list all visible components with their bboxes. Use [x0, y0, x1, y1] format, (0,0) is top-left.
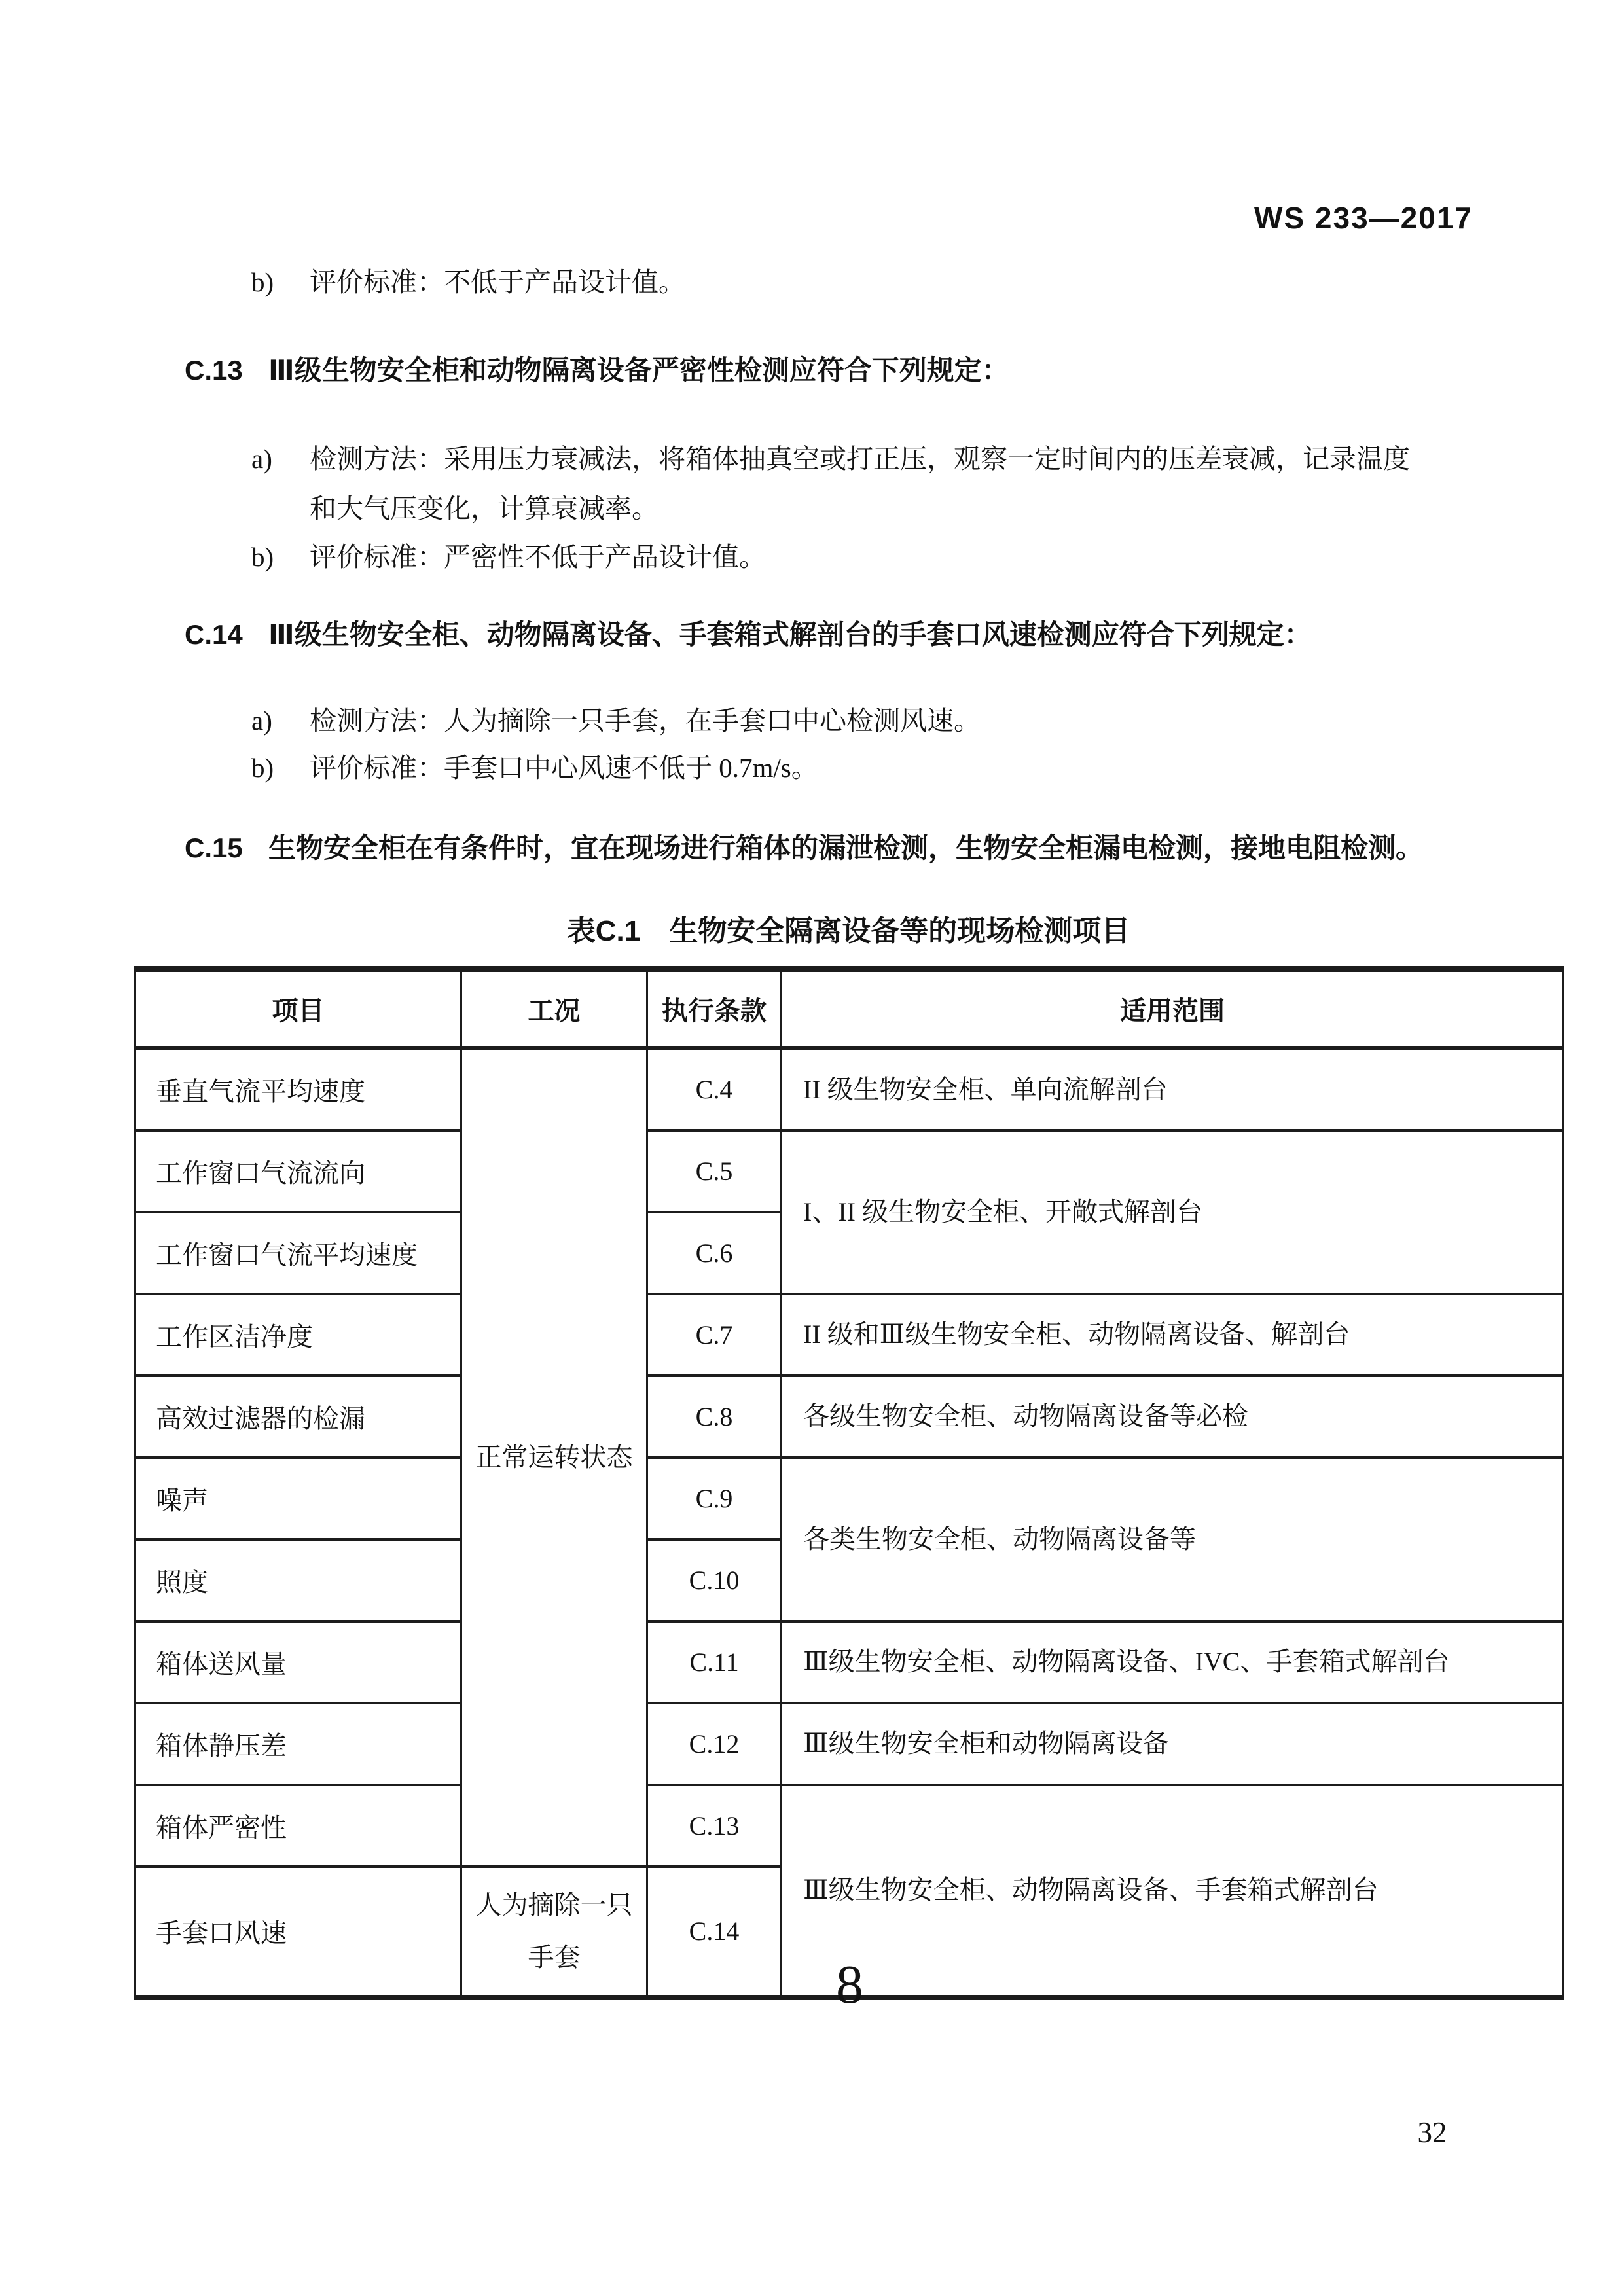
cell-item: 照度 — [135, 1539, 461, 1621]
col-header-item: 项目 — [135, 969, 461, 1049]
list-item-text: 评价标准：严密性不低于产品设计值。 — [310, 542, 766, 572]
table-row — [135, 1294, 1564, 1376]
cell-item: 箱体静压差 — [135, 1703, 461, 1785]
clause-title: Ⅲ级生物安全柜和动物隔离设备严密性检测应符合下列规定： — [268, 355, 1009, 386]
table-header-row — [135, 969, 1564, 1049]
cell-scope: II 级和Ⅲ级生物安全柜、动物隔离设备、解剖台 — [782, 1294, 1564, 1376]
col-header-scope: 适用范围 — [782, 969, 1564, 1049]
cell-scope: Ⅲ级生物安全柜和动物隔离设备 — [782, 1703, 1564, 1785]
cell-condition: 人为摘除一只手套 — [461, 1867, 647, 1998]
cell-clause: C.13 — [647, 1785, 782, 1867]
list-item-c13b — [251, 541, 766, 574]
cell-item: 垂直气流平均速度 — [135, 1049, 461, 1130]
cell-item: 高效过滤器的检漏 — [135, 1376, 461, 1458]
table-row — [135, 1049, 1564, 1130]
col-header-condition: 工况 — [461, 969, 647, 1049]
list-item-marker: b) — [251, 542, 274, 572]
table-row — [135, 1785, 1564, 1867]
cell-item: 箱体送风量 — [135, 1621, 461, 1703]
clause-heading-c15 — [185, 831, 1423, 866]
cell-clause: C.10 — [647, 1539, 782, 1621]
cell-item: 工作窗口气流流向 — [135, 1130, 461, 1212]
table-caption: 表C.1 生物安全隔离设备等的现场检测项目 — [566, 915, 1130, 947]
cell-clause: C.8 — [647, 1376, 782, 1458]
cell-clause: C.7 — [647, 1294, 782, 1376]
cell-scope: Ⅲ级生物安全柜、动物隔离设备、IVC、手套箱式解剖台 — [782, 1621, 1564, 1703]
clause-text: 生物安全柜在有条件时，宜在现场进行箱体的漏泄检测，生物安全柜漏电检测，接地电阻检测。 — [268, 833, 1424, 863]
table-row — [135, 1621, 1564, 1703]
list-item-c13a-line2: 和大气压变化，计算衰减率。 — [310, 493, 659, 524]
list-item-b1 — [251, 266, 685, 299]
cell-scope-merged: Ⅲ级生物安全柜、动物隔离设备、手套箱式解剖台 — [782, 1785, 1564, 1998]
cell-clause: C.6 — [647, 1212, 782, 1294]
page-number-inner: 8 — [836, 1954, 863, 2015]
list-item-marker: a) — [251, 706, 272, 736]
list-item-marker: a) — [251, 444, 272, 474]
clause-heading-c13 — [185, 353, 1009, 388]
list-item-c13a — [251, 442, 1410, 476]
list-item-c14b — [251, 751, 818, 785]
cell-clause: C.4 — [647, 1049, 782, 1130]
cell-clause: C.11 — [647, 1621, 782, 1703]
table-row — [135, 1376, 1564, 1458]
clause-number: C.15 — [185, 833, 243, 863]
cell-scope-merged: 各类生物安全柜、动物隔离设备等 — [782, 1458, 1564, 1621]
cell-item: 工作区洁净度 — [135, 1294, 461, 1376]
cell-clause: C.14 — [647, 1867, 782, 1998]
clause-number: C.14 — [185, 619, 243, 650]
table-row — [135, 1458, 1564, 1539]
cell-condition-merged: 正常运转状态 — [461, 1049, 647, 1867]
list-item-c14a — [251, 704, 981, 738]
page-number-footer: 32 — [1417, 2116, 1447, 2149]
cell-scope: 各级生物安全柜、动物隔离设备等必检 — [782, 1376, 1564, 1458]
cell-scope: II 级生物安全柜、单向流解剖台 — [782, 1049, 1564, 1130]
list-item-marker: b) — [251, 267, 274, 297]
cell-scope-merged: I、II 级生物安全柜、开敞式解剖台 — [782, 1130, 1564, 1294]
table-row — [135, 1703, 1564, 1785]
doc-number: WS 233—2017 — [1254, 201, 1473, 235]
table-row — [135, 1130, 1564, 1212]
cell-clause: C.5 — [647, 1130, 782, 1212]
clause-heading-c14 — [185, 618, 1312, 653]
cell-clause: C.12 — [647, 1703, 782, 1785]
col-header-clause: 执行条款 — [647, 969, 782, 1049]
cell-item: 工作窗口气流平均速度 — [135, 1212, 461, 1294]
cell-item: 箱体严密性 — [135, 1785, 461, 1867]
list-item-text: 检测方法：采用压力衰减法，将箱体抽真空或打正压，观察一定时间内的压差衰减，记录温度 — [310, 444, 1410, 474]
list-item-text: 评价标准：手套口中心风速不低于 0.7m/s。 — [310, 753, 818, 783]
cell-clause: C.9 — [647, 1458, 782, 1539]
list-item-text: 评价标准：不低于产品设计值。 — [310, 267, 685, 297]
detection-items-table — [134, 966, 1564, 2000]
list-item-marker: b) — [251, 753, 274, 783]
cell-item: 手套口风速 — [135, 1867, 461, 1998]
list-item-text: 检测方法：人为摘除一只手套，在手套口中心检测风速。 — [310, 706, 981, 736]
cell-item: 噪声 — [135, 1458, 461, 1539]
clause-title: Ⅲ级生物安全柜、动物隔离设备、手套箱式解剖台的手套口风速检测应符合下列规定： — [268, 619, 1312, 650]
clause-number: C.13 — [185, 355, 243, 386]
